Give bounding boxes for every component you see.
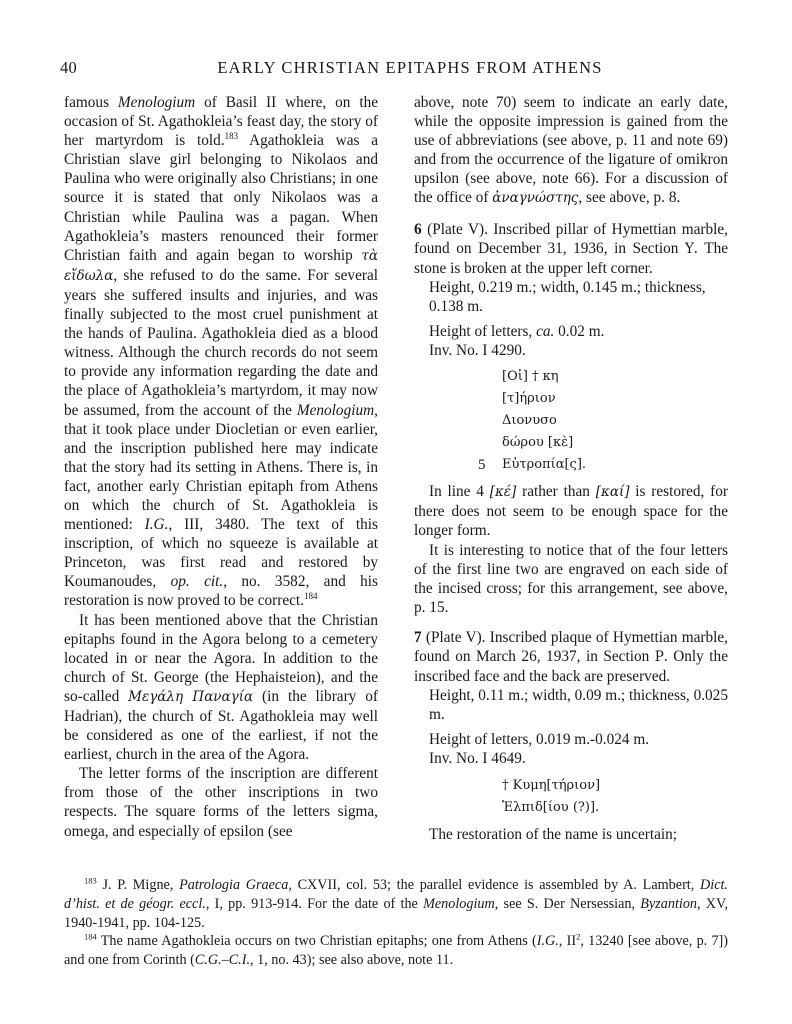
inscription-line: δώρου [κὲ]: [502, 435, 574, 451]
entry-6-commentary-1: In line 4 [κέ] rather than [καί] is restored, for there does not seem to be enough space for the longer form.: [414, 483, 728, 540]
paragraph-dating: above, note 70) seem to indicate an early date, while the opposite impression is gained from the use of abbreviations (see above, p. 11 and note 69) and from the occurrence of the ligature of omikron upsilon (see above, note 66). For a discussion of the office of ἀναγνώστης, see above, p. 8.: [414, 94, 728, 207]
entry-7-dimensions: Height, 0.11 m.; width, 0.09 m.; thickness, 0.025 m.: [429, 687, 728, 724]
entry-6-inventory: Inv. No. I 4290.: [429, 342, 526, 360]
entry-number-6: 6: [414, 220, 422, 238]
entry-7-commentary: The restoration of the name is uncertain;: [429, 825, 678, 843]
inscription-line: † Κυμη[τήριον]: [502, 777, 601, 793]
footnote-ref-184[interactable]: 184: [304, 591, 318, 602]
line-number: 5: [478, 457, 486, 474]
footnote-184: $^{184}$ The name Agathokleia occurs on two Christian epitaphs; one from Athens (I.G., $II^2$, 13240 [see above, p. 7]) and one from Corinth (C.G.–C.I., 1, no. 43); see also above, note 11.: [64, 931, 729, 969]
page-number: 40: [60, 58, 78, 77]
paragraph-letter-forms: The letter forms of the inscription are different from those of the other inscriptions in two respects. The square forms of the letters sigma, omega, and especially of epsilon (see: [64, 765, 378, 840]
paragraph-agora-cemetery: It has been mentioned above that the Christian epitaphs found in the Agora belong to a cemetery located in or near the Agora. In addition to the church of St. George (the Hephaisteion), and the so-called Μεγάλη Παναγία (in the library of Hadrian), the church of St. Agathokleia may well be considered as one of the earliest, if not the earliest, church in the area of the Agora.: [64, 611, 378, 764]
running-title: EARLY CHRISTIAN EPITAPHS FROM ATHENS: [217, 58, 603, 77]
left-column: [64, 93, 378, 841]
inscription-line: [τ]ήριον: [502, 391, 556, 407]
entry-7-inventory: Inv. No. I 4649.: [429, 750, 526, 768]
entry-7-description: 7 (Plate V). Inscribed plaque of Hymettian marble, found on March 26, 1937, in Section Ρ. Only the inscribed face and the back are preserved.: [414, 628, 728, 686]
footnote-ref-183[interactable]: 183: [224, 131, 239, 142]
inscription-line: Ἐλπιδ[ίου (?)].: [502, 799, 600, 815]
right-column: [414, 93, 728, 844]
footnote-183: $^{183}$ J. P. Migne, Patrologia Graeca, CXVII, col. 53; the parallel evidence is assembled by A. Lambert, Dict. d’hist. et de géogr. eccl., I, pp. 913-914. For the date of the Menologium, see S. Der Nersessian, Byzantion, XV, 1940-1941, pp. 104-125.: [64, 875, 729, 931]
running-header: [52, 58, 728, 80]
inscription-line: 5 Εὐτροπία[ς].: [502, 454, 728, 476]
entry-6-dimensions: Height, 0.219 m.; width, 0.145 m.; thickness, 0.138 m.: [429, 278, 706, 315]
entry-6-letter-height: Height of letters, ca. 0.02 m.: [429, 323, 605, 341]
entry-6-description: 6 (Plate V). Inscribed pillar of Hymettian marble, found on December 31, 1936, in Section Υ. The stone is broken at the upper left corner.: [414, 220, 729, 277]
inscription-line: Διονυσο: [502, 413, 557, 429]
footnotes: [64, 876, 728, 970]
entry-number-7: 7: [414, 628, 422, 646]
inscription-7: [502, 775, 728, 819]
inscription-6: [478, 366, 728, 476]
entry-6-commentary-2: It is interesting to notice that of the four letters of the first line two are engraved on each side of the incised cross; for this arrangement, see above, p. 15.: [414, 541, 728, 616]
paragraph-agathokleia-story: famous Menologium of Basil II where, on the occasion of St. Agathokleia’s feast day, the story of her martyrdom is told.$^{183}$ Agathokleia was a Christian slave girl belonging to Nikolaos and Paulina who were originally also Christians; in one source it is stated that only Nikolaos was a Christian while Paulina was a pagan. When Agathokleia’s masters renounced their former Christian faith and again began to worship τὰ εἴδωλα, she refused to do the same. For several years she suffered insults and injuries, and was finally subjected to the most cruel punishment at the hands of Paulina. Agathokleia died as a blood witness. Although the church records do not seem to provide any information regarding the date and the place of Agathokleia’s martyrdom, it may now be assumed, from the account of the Menologium, that it took place under Diocletian or even earlier, and the inscription published here may indicate that the story had its setting in Athens. There is, in fact, another early Christian epitaph from Athens on which the church of St. Agathokleia is mentioned: I.G., III, 3480. The text of this inscription, of which no squeeze is available at Princeton, was first read and restored by Koumanoudes, op. cit., no. 3582, and his restoration is now proved to be correct.$^{184}$: [64, 94, 379, 610]
entry-7-letter-height: Height of letters, 0.019 m.-0.024 m.: [429, 731, 650, 749]
inscription-line: [Οἰ] † κη: [502, 369, 559, 385]
